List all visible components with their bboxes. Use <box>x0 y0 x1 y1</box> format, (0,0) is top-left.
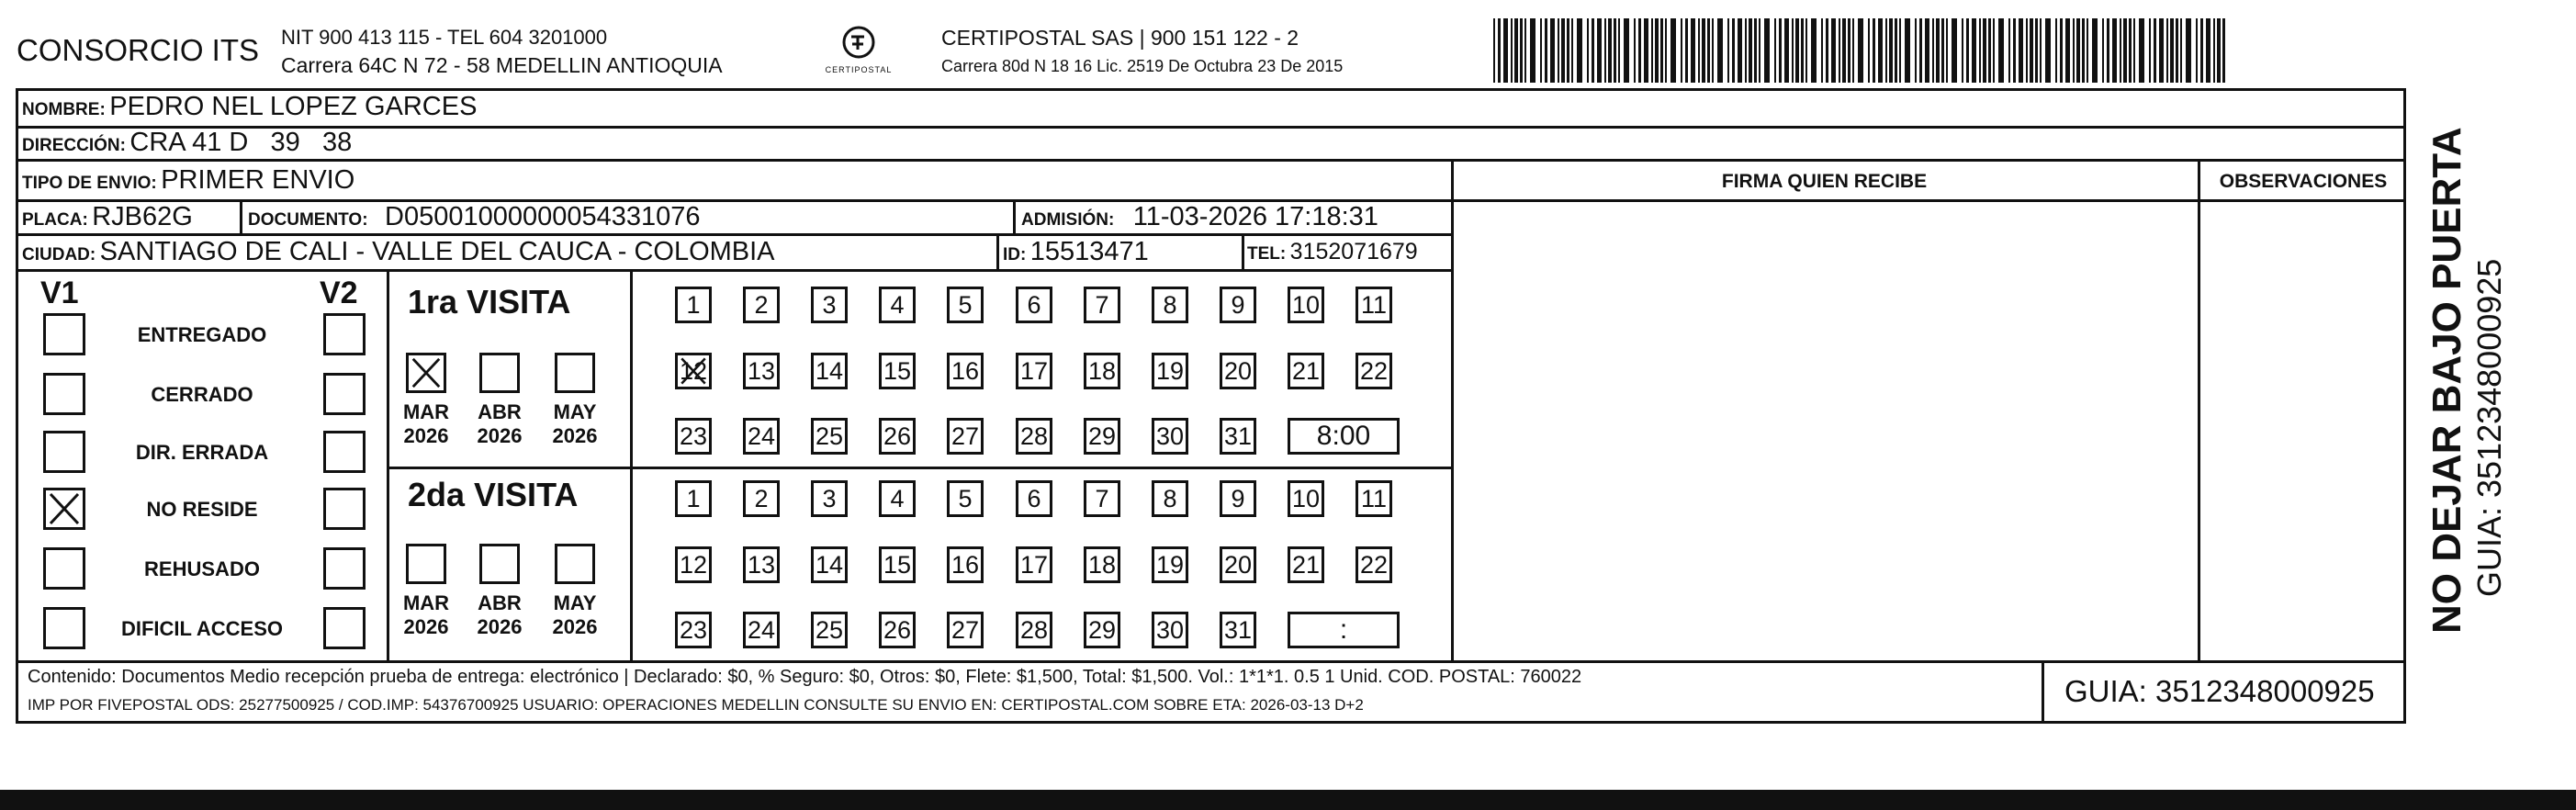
day-box[interactable]: 30 <box>1152 612 1188 648</box>
day-box[interactable]: 1 <box>675 480 712 517</box>
barcode-bar <box>2019 18 2023 83</box>
day-box[interactable]: 10 <box>1288 480 1324 517</box>
barcode-bar <box>1936 18 1940 83</box>
barcode-bar <box>1660 18 1663 83</box>
barcode-bar <box>2102 18 2104 83</box>
nit-line: NIT 900 413 115 - TEL 604 3201000 <box>281 26 608 49</box>
barcode-bar <box>1587 18 1589 83</box>
barcode-bar <box>1895 18 1897 83</box>
day-box[interactable]: 8 <box>1152 287 1188 323</box>
day-box[interactable]: 28 <box>1016 418 1052 455</box>
barcode-bar <box>1899 18 1901 83</box>
barcode-bar <box>1577 18 1582 83</box>
day-box[interactable]: 29 <box>1084 418 1120 455</box>
barcode-bar <box>1873 18 1875 83</box>
barcode-graphic <box>1493 18 2228 83</box>
barcode-bar <box>1993 18 1995 83</box>
day-box[interactable]: 14 <box>811 546 848 583</box>
nombre-value: PEDRO NEL LOPEZ GARCES <box>109 92 478 121</box>
barcode-bar <box>1946 18 1948 83</box>
id-value: 15513471 <box>1029 237 1149 266</box>
month-label: ABR 2026 <box>477 591 523 638</box>
barcode-bar <box>1779 18 1782 83</box>
month-checkbox[interactable] <box>555 544 595 584</box>
tipo-envio-row <box>22 165 354 196</box>
tel-row <box>1247 239 1418 265</box>
firma-header: FIRMA QUIEN RECIBE <box>1721 171 1928 192</box>
certipostal-logo <box>817 24 900 81</box>
v2-checkbox[interactable] <box>323 607 366 649</box>
day-box[interactable]: 13 <box>743 353 780 389</box>
day-box[interactable]: 11 <box>1355 287 1392 323</box>
barcode-bar <box>1738 18 1742 83</box>
barcode-bar <box>2087 18 2088 83</box>
barcode-bar <box>1597 18 1602 83</box>
admision-value: 11-03-2026 17:18:31 <box>1132 202 1378 231</box>
barcode-bar <box>2186 18 2191 83</box>
ciudad-label: CIUDAD: <box>22 245 96 264</box>
documento-label: DOCUMENTO: <box>248 210 368 230</box>
day-box[interactable]: 3 <box>811 287 848 323</box>
day-box[interactable]: 28 <box>1016 612 1052 648</box>
barcode-bar <box>1604 18 1606 83</box>
status-label: DIFICIL ACCESO <box>120 617 283 640</box>
barcode-bar <box>2107 18 2109 83</box>
barcode-bar <box>2159 18 2164 83</box>
day-box[interactable]: 17 <box>1016 353 1052 389</box>
day-box[interactable]: 16 <box>947 353 984 389</box>
documento-value: D05001000000054331076 <box>385 202 701 231</box>
day-box[interactable]: 21 <box>1288 546 1324 583</box>
barcode-bar <box>2060 18 2063 83</box>
barcode-bar <box>1691 18 1695 83</box>
day-box[interactable]: 25 <box>811 612 848 648</box>
direccion-value: CRA 41 D 39 38 <box>129 128 353 157</box>
admision-row <box>1021 202 1378 232</box>
barcode-bar <box>1540 18 1542 83</box>
barcode-bar <box>1634 18 1636 83</box>
day-box[interactable]: 12 <box>675 546 712 583</box>
barcode-bar <box>1685 18 1688 83</box>
day-box[interactable]: 17 <box>1016 546 1052 583</box>
barcode-bar <box>1979 18 1981 83</box>
day-box[interactable]: 31 <box>1220 418 1256 455</box>
barcode-bar <box>2120 18 2121 83</box>
day-box[interactable]: 2 <box>743 287 780 323</box>
month-label: MAY 2026 <box>552 400 598 447</box>
barcode-bar <box>1792 18 1794 83</box>
barcode-bar <box>1638 18 1641 83</box>
day-box[interactable]: 16 <box>947 546 984 583</box>
day-box[interactable]: 5 <box>947 287 984 323</box>
barcode-bar <box>1644 18 1648 83</box>
barcode-bar <box>2123 18 2127 83</box>
barcode-bar <box>2045 18 2051 83</box>
barcode-bar <box>1614 18 1616 83</box>
barcode-bar <box>2013 18 2016 83</box>
certipostal-logo-icon <box>817 24 900 61</box>
tel-value: 3152071679 <box>1289 239 1418 264</box>
day-box[interactable]: 26 <box>879 612 916 648</box>
barcode-bar <box>1774 18 1776 83</box>
barcode-bar <box>1919 18 1922 83</box>
barcode-bar <box>2176 18 2178 83</box>
barcode-bar <box>2040 18 2042 83</box>
barcode-bar <box>1712 18 1714 83</box>
day-box[interactable]: 6 <box>1016 287 1052 323</box>
barcode-bar <box>1962 18 1963 83</box>
barcode-bar <box>2154 18 2156 83</box>
barcode-bar <box>1848 18 1850 83</box>
barcode <box>1493 18 2228 83</box>
month-checkbox[interactable] <box>555 353 595 393</box>
barcode-bar <box>2133 18 2135 83</box>
footer-guia: GUIA: 3512348000925 <box>2064 674 2375 708</box>
barcode-bar <box>1821 18 1823 83</box>
barcode-bar <box>1868 18 1870 83</box>
barcode-bar <box>2073 18 2075 83</box>
month-checkbox[interactable] <box>479 544 520 584</box>
v2-header: V2 <box>320 276 358 310</box>
barcode-bar <box>2222 18 2225 83</box>
day-box[interactable]: 15 <box>879 353 916 389</box>
day-box[interactable]: 24 <box>743 612 780 648</box>
day-box[interactable]: 22 <box>1355 353 1392 389</box>
day-box[interactable]: 11 <box>1355 480 1392 517</box>
day-box[interactable]: 19 <box>1152 353 1188 389</box>
day-box[interactable]: 22 <box>1355 546 1392 583</box>
v1-checkbox[interactable] <box>43 488 85 530</box>
day-box[interactable]: 20 <box>1220 353 1256 389</box>
barcode-bar <box>1727 18 1729 83</box>
nombre-row <box>22 92 477 122</box>
barcode-bar <box>1784 18 1789 83</box>
ciudad-value: SANTIAGO DE CALI - VALLE DEL CAUCA - COLOMBIA <box>99 237 775 266</box>
v1-checkbox[interactable] <box>43 313 85 355</box>
day-box[interactable]: 23 <box>675 418 712 455</box>
barcode-bar <box>2213 18 2215 83</box>
day-box[interactable]: 24 <box>743 418 780 455</box>
status-label: DIR. ERRADA <box>135 441 269 464</box>
side-guia-text: GUIA: 3512348000925 <box>2470 258 2508 597</box>
barcode-bar <box>1530 18 1535 83</box>
day-box[interactable]: 12 <box>675 353 712 389</box>
barcode-bar <box>1842 18 1846 83</box>
v1-checkbox[interactable] <box>43 373 85 415</box>
day-box[interactable]: 2 <box>743 480 780 517</box>
barcode-bar <box>1511 18 1513 83</box>
day-box[interactable]: 27 <box>947 418 984 455</box>
barcode-bar <box>1493 18 1495 83</box>
v2-checkbox[interactable] <box>323 547 366 590</box>
barcode-bar <box>1972 18 1976 83</box>
tel-label: TEL: <box>1247 244 1287 264</box>
day-box[interactable]: 6 <box>1016 480 1052 517</box>
day-box[interactable]: 9 <box>1220 287 1256 323</box>
barcode-bar <box>1795 18 1799 83</box>
logo-text: CERTIPOSTAL <box>825 65 893 74</box>
barcode-bar <box>1745 18 1747 83</box>
month-checkbox[interactable] <box>479 353 520 393</box>
barcode-bar <box>1941 18 1944 83</box>
v1-checkbox[interactable] <box>43 547 85 590</box>
barcode-bar <box>1805 18 1807 83</box>
barcode-bar <box>1670 18 1676 83</box>
v2-checkbox[interactable] <box>323 313 366 355</box>
certipostal-address: Carrera 80d N 18 16 Lic. 2519 De Octubra 23 De 2015 <box>941 57 1344 75</box>
v1-header: V1 <box>40 276 79 310</box>
barcode-bar <box>1858 18 1863 83</box>
day-box[interactable]: 7 <box>1084 287 1120 323</box>
footer-line1: Contenido: Documentos Medio recepción prueba de entrega: electrónico | Declarado: $0, % Seguro: $0, Otros: $0, Flete: $1,500, Total: $1,500. Vol.: 1*1*1. 0.5 1 Unid. COD. POSTAL: 760022 <box>28 667 1582 687</box>
barcode-bar <box>1567 18 1569 83</box>
status-label: ENTREGADO <box>137 323 267 346</box>
barcode-bar <box>2008 18 2010 83</box>
placa-label: PLACA: <box>22 210 88 230</box>
v1-checkbox[interactable] <box>43 607 85 649</box>
id-row <box>1003 237 1149 267</box>
month-checkbox[interactable] <box>406 544 446 584</box>
barcode-bar <box>1915 18 1917 83</box>
barcode-bar <box>1988 18 1991 83</box>
day-box[interactable]: 18 <box>1084 546 1120 583</box>
day-box[interactable]: 30 <box>1152 418 1188 455</box>
day-box[interactable]: 23 <box>675 612 712 648</box>
day-box[interactable]: 26 <box>879 418 916 455</box>
barcode-bar <box>2217 18 2221 83</box>
barcode-bar <box>1592 18 1594 83</box>
day-box[interactable]: 20 <box>1220 546 1256 583</box>
barcode-bar <box>1571 18 1573 83</box>
barcode-bar <box>2129 18 2132 83</box>
placa-row <box>22 202 193 232</box>
barcode-bar <box>2139 18 2144 83</box>
barcode-bar <box>2206 18 2210 83</box>
v1-checkbox[interactable] <box>43 431 85 473</box>
barcode-bar <box>1932 18 1934 83</box>
barcode-bar <box>1966 18 1969 83</box>
status-label: CERRADO <box>151 383 253 406</box>
month-label: MAY 2026 <box>552 591 598 638</box>
barcode-bar <box>1545 18 1547 83</box>
barcode-bar <box>1561 18 1565 83</box>
barcode-bar <box>1524 18 1526 83</box>
barcode-bar <box>2092 18 2098 83</box>
admision-label: ADMISIÓN: <box>1021 210 1115 230</box>
barcode-bar <box>1702 18 1705 83</box>
barcode-bar <box>1681 18 1682 83</box>
barcode-bar <box>2065 18 2070 83</box>
day-box[interactable]: 9 <box>1220 480 1256 517</box>
barcode-bar <box>1717 18 1723 83</box>
day-box[interactable]: 4 <box>879 287 916 323</box>
time-box[interactable]: 8:00 <box>1288 418 1400 455</box>
barcode-bar <box>2180 18 2182 83</box>
month-label: ABR 2026 <box>477 400 523 447</box>
barcode-bar <box>2112 18 2117 83</box>
barcode-bar <box>1925 18 1929 83</box>
ciudad-row <box>22 237 775 267</box>
day-box[interactable]: 7 <box>1084 480 1120 517</box>
barcode-bar <box>1558 18 1559 83</box>
barcode-bar <box>2030 18 2033 83</box>
barcode-bar <box>1885 18 1887 83</box>
company-name: CONSORCIO ITS <box>17 33 260 67</box>
day-box[interactable]: 14 <box>811 353 848 389</box>
v2-checkbox[interactable] <box>323 488 366 530</box>
month-checkbox[interactable] <box>406 353 446 393</box>
barcode-bar <box>2200 18 2203 83</box>
barcode-bar <box>1707 18 1710 83</box>
barcode-bar <box>2170 18 2174 83</box>
barcode-bar <box>1826 18 1828 83</box>
day-box[interactable]: 18 <box>1084 353 1120 389</box>
side-guia <box>2470 138 2509 597</box>
day-box[interactable]: 31 <box>1220 612 1256 648</box>
barcode-bar <box>2055 18 2057 83</box>
visit2-title: 2da VISITA <box>408 476 579 513</box>
direccion-row <box>22 128 352 158</box>
barcode-bar <box>1624 18 1629 83</box>
status-label: NO RESIDE <box>146 498 258 521</box>
day-box[interactable]: 5 <box>947 480 984 517</box>
v2-checkbox[interactable] <box>323 373 366 415</box>
barcode-bar <box>1498 18 1501 83</box>
status-label: REHUSADO <box>144 557 260 580</box>
barcode-bar <box>1952 18 1957 83</box>
day-box[interactable]: 13 <box>743 546 780 583</box>
barcode-bar <box>1520 18 1523 83</box>
day-box[interactable]: 25 <box>811 418 848 455</box>
barcode-bar <box>1618 18 1620 83</box>
barcode-bar <box>1514 18 1518 83</box>
barcode-bar <box>1998 18 2004 83</box>
footer-line2: IMP POR FIVEPOSTAL ODS: 25277500925 / COD.IMP: 54376700925 USUARIO: OPERACIONES MEDELLIN CONSULTE SU ENVIO EN: CERTIPOSTAL.COM SOBRE ETA: 2026-03-13 D+2 <box>28 696 1364 714</box>
no-dejar-bajo-puerta <box>2424 119 2470 634</box>
barcode-bar <box>1852 18 1854 83</box>
barcode-bar <box>2035 18 2038 83</box>
visit1-title: 1ra VISITA <box>408 283 571 321</box>
barcode-bar <box>1655 18 1659 83</box>
barcode-bar <box>2076 18 2080 83</box>
barcode-bar <box>2026 18 2028 83</box>
barcode-bar <box>1878 18 1883 83</box>
day-box[interactable]: 21 <box>1288 353 1324 389</box>
barcode-bar <box>1831 18 1836 83</box>
barcode-bar <box>1651 18 1653 83</box>
certipostal-line: CERTIPOSTAL SAS | 900 151 122 - 2 <box>941 26 1299 50</box>
barcode-bar <box>2196 18 2198 83</box>
day-box[interactable]: 10 <box>1288 287 1324 323</box>
documento-row <box>248 202 701 232</box>
barcode-bar <box>1550 18 1555 83</box>
day-box[interactable]: 8 <box>1152 480 1188 517</box>
tipo-envio-label: TIPO DE ENVIO: <box>22 174 157 193</box>
direccion-label: DIRECCIÓN: <box>22 136 126 155</box>
barcode-bar <box>1759 18 1760 83</box>
bottom-edge-bar <box>0 790 2576 810</box>
day-box[interactable]: 27 <box>947 612 984 648</box>
day-box[interactable]: 29 <box>1084 612 1120 648</box>
barcode-bar <box>1811 18 1817 83</box>
barcode-bar <box>1732 18 1735 83</box>
barcode-bar <box>1905 18 1910 83</box>
observaciones-header: OBSERVACIONES <box>2219 171 2388 192</box>
day-box[interactable]: 15 <box>879 546 916 583</box>
barcode-bar <box>1749 18 1752 83</box>
barcode-bar <box>1754 18 1757 83</box>
barcode-bar <box>1503 18 1508 83</box>
v2-checkbox[interactable] <box>323 431 366 473</box>
barcode-bar <box>2149 18 2151 83</box>
barcode-bar <box>2166 18 2168 83</box>
day-box[interactable]: 1 <box>675 287 712 323</box>
day-box[interactable]: 19 <box>1152 546 1188 583</box>
barcode-bar <box>1764 18 1770 83</box>
barcode-bar <box>1698 18 1700 83</box>
day-box[interactable]: 4 <box>879 480 916 517</box>
barcode-bar <box>1839 18 1840 83</box>
barcode-bar <box>1801 18 1804 83</box>
barcode-bar <box>2082 18 2085 83</box>
placa-value: RJB62G <box>92 202 193 231</box>
barcode-bar <box>1889 18 1893 83</box>
side-title: NO DEJAR BAJO PUERTA <box>2424 127 2469 634</box>
nombre-label: NOMBRE: <box>22 100 106 119</box>
month-label: MAR 2026 <box>402 591 450 638</box>
id-label: ID: <box>1003 245 1027 264</box>
month-label: MAR 2026 <box>402 400 450 447</box>
day-box[interactable]: 3 <box>811 480 848 517</box>
tipo-envio-value: PRIMER ENVIO <box>161 165 355 195</box>
barcode-bar <box>1608 18 1612 83</box>
company-address: Carrera 64C N 72 - 58 MEDELLIN ANTIOQUIA <box>281 53 723 77</box>
barcode-bar <box>1665 18 1667 83</box>
barcode-bar <box>1983 18 1986 83</box>
time-box[interactable]: : <box>1288 612 1400 648</box>
